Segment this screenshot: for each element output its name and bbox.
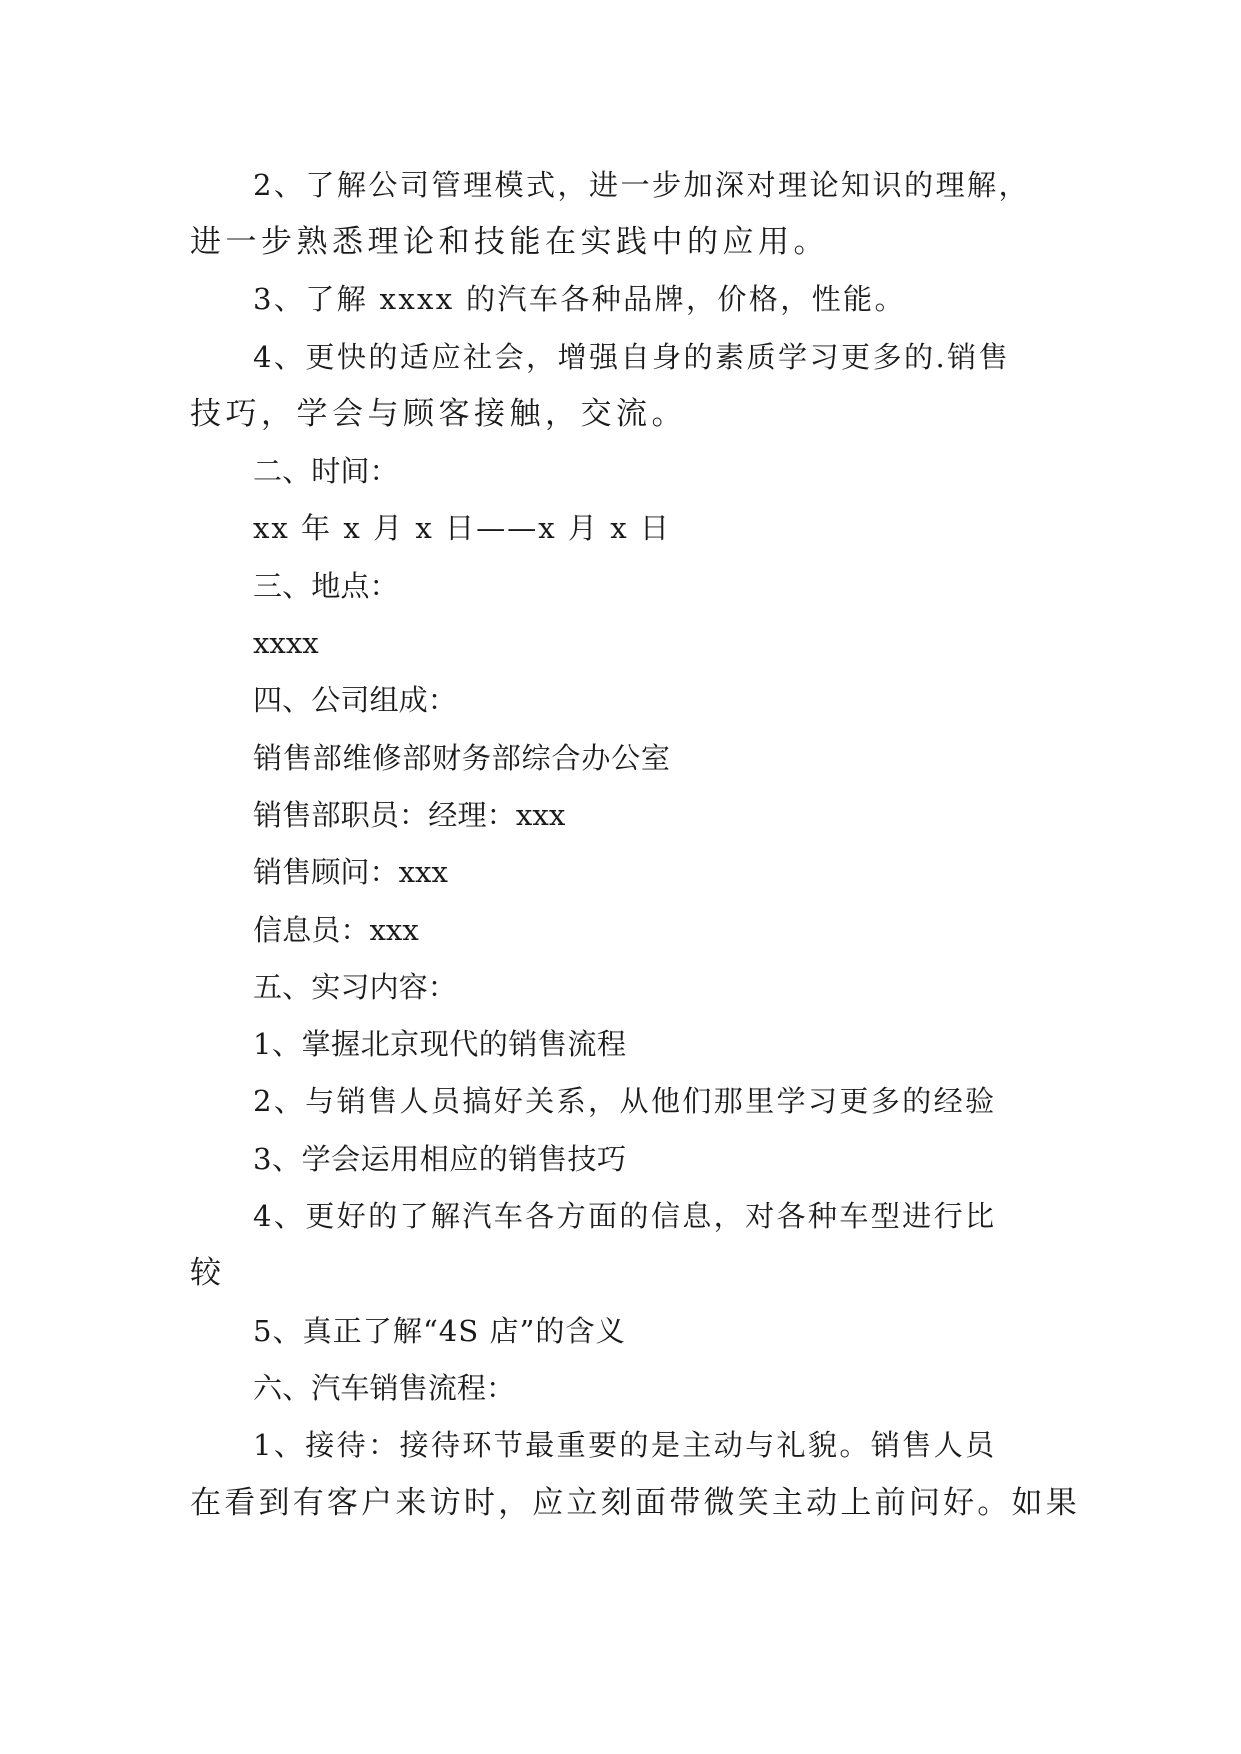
paragraph-line: 5、真正了解“4S 店”的含义 bbox=[253, 1314, 626, 1348]
section-heading: 六、汽车销售流程： bbox=[253, 1371, 516, 1405]
paragraph-line: 销售部职员：经理：xxx bbox=[253, 798, 566, 832]
section-heading: 五、实习内容： bbox=[253, 970, 457, 1004]
paragraph-line: 技巧，学会与顾客接触，交流。 bbox=[190, 396, 687, 432]
paragraph-line: 进一步熟悉理论和技能在实践中的应用。 bbox=[190, 224, 829, 260]
paragraph-line: 销售顾问：xxx bbox=[253, 855, 448, 889]
paragraph-line: 在看到有客户来访时，应立刻面带微笑主动上前问好。如果 bbox=[190, 1485, 1080, 1521]
paragraph-line: 销售部维修部财务部综合办公室 bbox=[253, 741, 671, 775]
paragraph-line: 4、更好的了解汽车各方面的信息，对各种车型进行比 bbox=[253, 1199, 997, 1233]
section-heading: 二、时间： bbox=[253, 454, 399, 488]
paragraph-line: 1、接待：接待环节最重要的是主动与礼貌。销售人员 bbox=[253, 1428, 997, 1462]
paragraph-line: 2、与销售人员搞好关系，从他们那里学习更多的经验 bbox=[253, 1084, 997, 1118]
paragraph-line: 较 bbox=[190, 1255, 226, 1291]
section-heading: 四、公司组成： bbox=[253, 683, 457, 717]
section-heading: 三、地点： bbox=[253, 569, 399, 603]
paragraph-line: xx 年 x 月 x 日——x 月 x 日 bbox=[253, 511, 671, 545]
paragraph-line: xxxx bbox=[253, 626, 319, 660]
paragraph-line: 1、掌握北京现代的销售流程 bbox=[253, 1027, 627, 1061]
paragraph-line: 3、了解 xxxx 的汽车各种品牌，价格，性能。 bbox=[253, 282, 906, 316]
paragraph-line: 信息员：xxx bbox=[253, 913, 419, 947]
paragraph-line: 2、了解公司管理模式，进一步加深对理论知识的理解， bbox=[253, 168, 1031, 202]
paragraph-line: 3、学会运用相应的销售技巧 bbox=[253, 1142, 627, 1176]
paragraph-line: 4、更快的适应社会，增强自身的素质学习更多的.销售 bbox=[253, 340, 1011, 374]
